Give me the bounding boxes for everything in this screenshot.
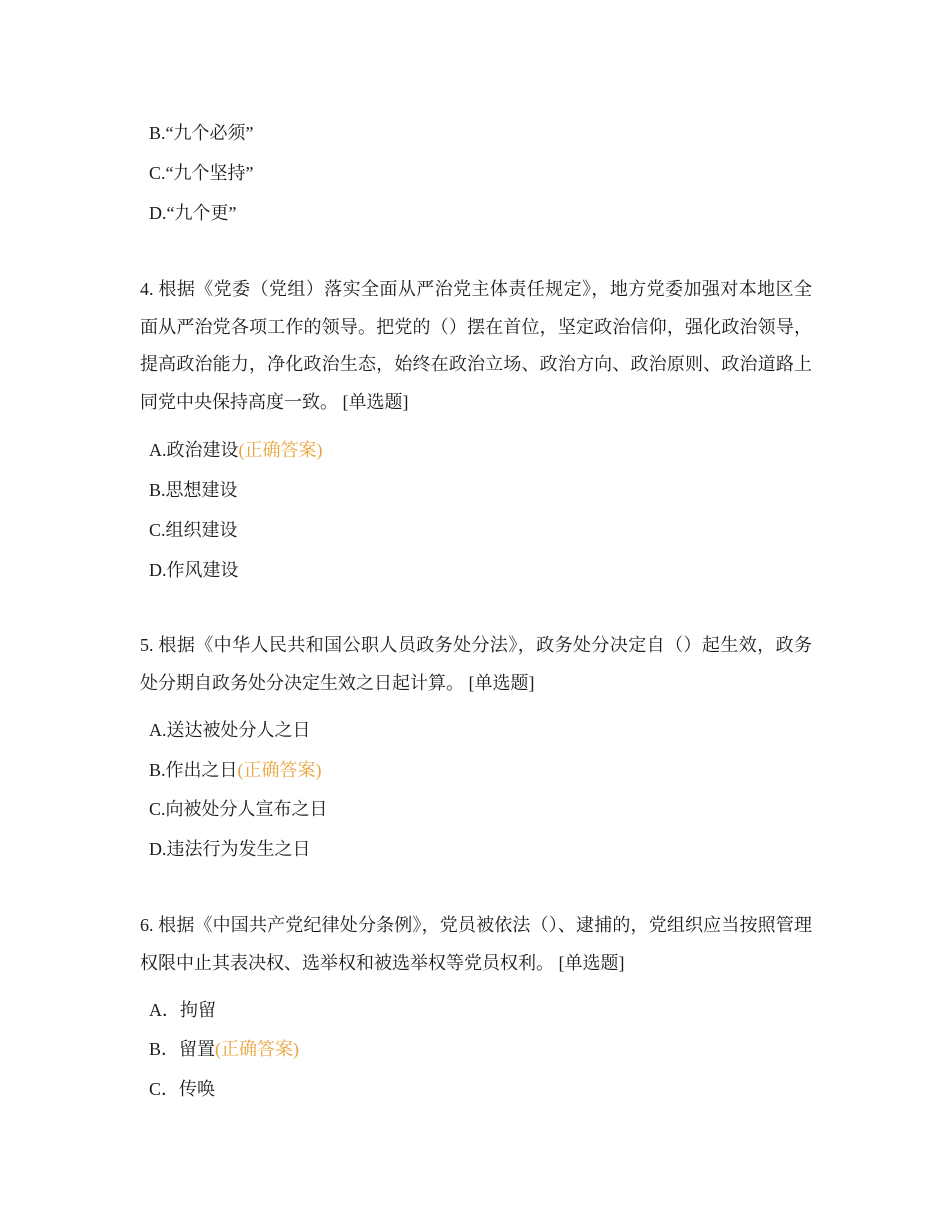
- correct-answer-mark: (正确答案): [237, 760, 322, 780]
- q4-option-d: [149, 558, 239, 582]
- option-label: B.作出之日: [149, 760, 238, 780]
- q6-option-b: [149, 1037, 299, 1061]
- q5-option-c: [149, 797, 328, 821]
- q4-option-a: [149, 438, 323, 462]
- option-label: C.向被处分人宣布之日: [149, 799, 328, 819]
- option-label: D.“九个更”: [149, 203, 237, 223]
- q6-option-a: [149, 998, 216, 1022]
- q6-option-c: [149, 1077, 215, 1101]
- q4-stem: 4. 根据《党委（党组）落实全面从严治党主体责任规定》，地方党委加强对本地区全面从严治党各项工作的领导。把党的（）摆在首位，坚定政治信仰，强化政治领导，提高政治能力，净化政治生态，始终在政治立场、政治方向、政治原则、政治道路上同党中央保持高度一致。 [单选题]: [140, 279, 812, 412]
- option-label: A.政治建设: [149, 440, 239, 460]
- q3-option-c: [149, 161, 253, 185]
- q6-stem: 6. 根据《中国共产党纪律处分条例》，党员被依法（）、逮捕的，党组织应当按照管理权限中止其表决权、选举权和被选举权等党员权利。 [单选题]: [140, 915, 812, 973]
- q3-option-d: [149, 201, 236, 225]
- option-label: A．拘留: [149, 1000, 216, 1020]
- q4-option-c: [149, 518, 238, 542]
- option-label: C.组织建设: [149, 520, 238, 540]
- option-label: B.“九个必须”: [149, 123, 254, 143]
- correct-answer-mark: (正确答案): [215, 1039, 300, 1059]
- option-label: D.作风建设: [149, 560, 239, 580]
- option-label: A.送达被处分人之日: [149, 720, 311, 740]
- q5-stem: 5. 根据《中华人民共和国公职人员政务处分法》，政务处分决定自（）起生效，政务处分期自政务处分决定生效之日起计算。 [单选题]: [140, 635, 812, 693]
- option-label: D.违法行为发生之日: [149, 839, 311, 859]
- option-label: B．留置: [149, 1039, 216, 1059]
- option-label: C．传唤: [149, 1079, 216, 1099]
- q3-option-b: [149, 121, 253, 145]
- correct-answer-mark: (正确答案): [238, 440, 323, 460]
- q5-option-a: [149, 718, 311, 742]
- q4-option-b: [149, 478, 238, 502]
- option-label: C.“九个坚持”: [149, 163, 254, 183]
- option-label: B.思想建设: [149, 480, 238, 500]
- q5-option-d: [149, 837, 311, 861]
- q5-option-b: [149, 758, 322, 782]
